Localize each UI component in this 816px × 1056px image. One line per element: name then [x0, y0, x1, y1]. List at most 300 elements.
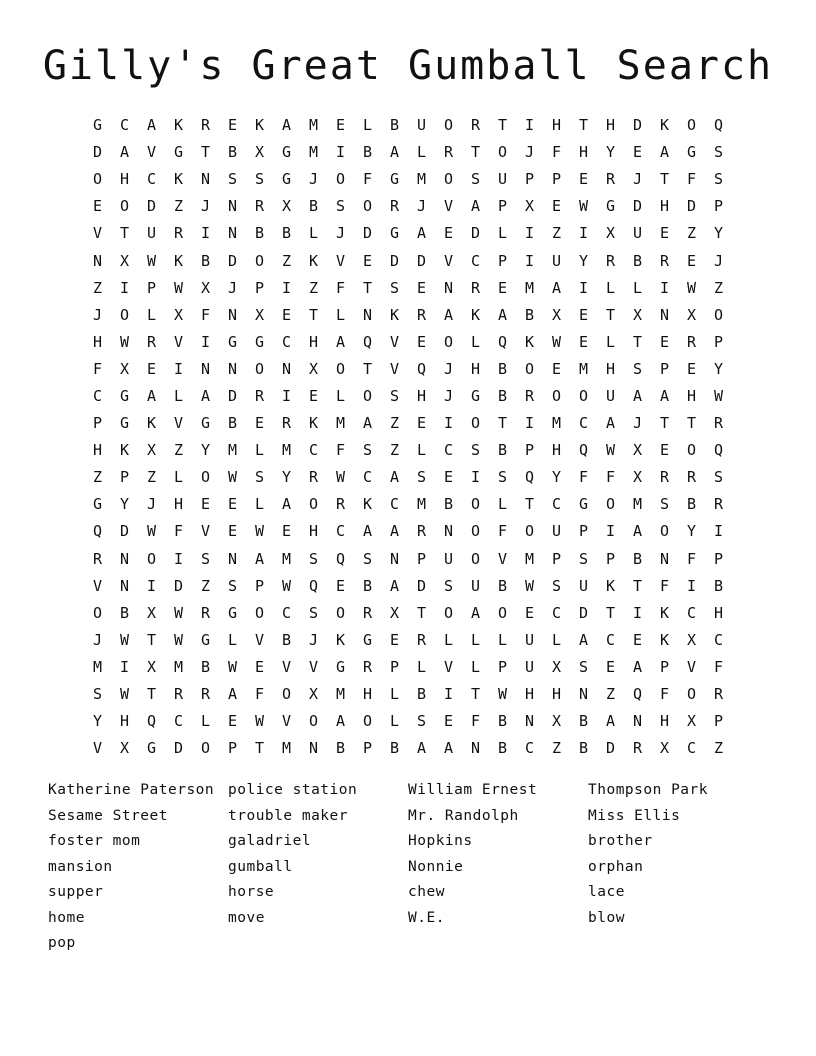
- grid-letter: Q: [713, 441, 724, 460]
- grid-letter: B: [254, 224, 265, 243]
- grid-letter: W: [173, 630, 184, 649]
- grid-letter: L: [416, 657, 427, 676]
- grid-letter: O: [362, 712, 373, 731]
- grid-letter: Y: [713, 224, 724, 243]
- grid-letter: Y: [578, 251, 589, 270]
- grid-letter: P: [146, 278, 157, 297]
- grid-letter: K: [173, 170, 184, 189]
- grid-letter: T: [605, 603, 616, 622]
- grid-letter: P: [389, 657, 400, 676]
- grid-letter: A: [389, 143, 400, 162]
- grid-letter: I: [524, 251, 535, 270]
- grid-letter: P: [659, 657, 670, 676]
- grid-letter: S: [497, 468, 508, 487]
- grid-letter: O: [92, 170, 103, 189]
- grid-letter: O: [335, 170, 346, 189]
- grid-letter: W: [146, 251, 157, 270]
- grid-letter: S: [254, 468, 265, 487]
- grid-letter: E: [443, 468, 454, 487]
- grid-letter: K: [173, 251, 184, 270]
- grid-letter: O: [443, 170, 454, 189]
- grid-letter: L: [605, 278, 616, 297]
- grid-letter: O: [524, 359, 535, 378]
- grid-letter: P: [119, 468, 130, 487]
- grid-letter: T: [497, 414, 508, 433]
- grid-letter: I: [281, 386, 292, 405]
- grid-letter: R: [659, 251, 670, 270]
- grid-letter: B: [713, 576, 724, 595]
- grid-letter: O: [686, 116, 697, 135]
- grid-letter: O: [659, 522, 670, 541]
- grid-letter: H: [416, 386, 427, 405]
- grid-letter: E: [362, 251, 373, 270]
- grid-letter: T: [470, 685, 481, 704]
- word-list-item: William Ernest: [408, 782, 538, 798]
- grid-letter: B: [227, 414, 238, 433]
- grid-row: [84, 681, 732, 708]
- grid-letter: D: [389, 251, 400, 270]
- grid-letter: R: [335, 495, 346, 514]
- grid-letter: Z: [92, 278, 103, 297]
- grid-letter: D: [632, 116, 643, 135]
- grid-letter: F: [659, 576, 670, 595]
- grid-letter: Y: [605, 143, 616, 162]
- grid-letter: V: [443, 657, 454, 676]
- grid-letter: K: [308, 414, 319, 433]
- grid-letter: O: [281, 685, 292, 704]
- grid-letter: B: [632, 251, 643, 270]
- grid-row: [84, 139, 732, 166]
- grid-letter: R: [713, 685, 724, 704]
- grid-letter: R: [605, 251, 616, 270]
- grid-letter: V: [146, 143, 157, 162]
- grid-letter: P: [362, 739, 373, 758]
- grid-letter: Z: [551, 739, 562, 758]
- grid-letter: U: [497, 170, 508, 189]
- grid-letter: R: [173, 224, 184, 243]
- grid-letter: H: [173, 495, 184, 514]
- grid-letter: O: [713, 305, 724, 324]
- word-list-item: brother: [588, 833, 653, 849]
- grid-letter: A: [146, 116, 157, 135]
- grid-letter: L: [632, 278, 643, 297]
- grid-letter: W: [254, 522, 265, 541]
- grid-letter: U: [551, 251, 562, 270]
- grid-letter: I: [146, 576, 157, 595]
- grid-letter: I: [119, 278, 130, 297]
- grid-letter: I: [200, 224, 211, 243]
- grid-row: [84, 302, 732, 329]
- grid-letter: A: [254, 549, 265, 568]
- grid-letter: R: [416, 630, 427, 649]
- grid-letter: R: [470, 116, 481, 135]
- grid-row: [84, 518, 732, 545]
- grid-letter: X: [119, 359, 130, 378]
- grid-letter: H: [551, 116, 562, 135]
- grid-letter: H: [551, 441, 562, 460]
- grid-letter: R: [362, 657, 373, 676]
- grid-letter: S: [659, 495, 670, 514]
- grid-letter: Q: [497, 332, 508, 351]
- grid-letter: N: [362, 305, 373, 324]
- grid-letter: B: [227, 143, 238, 162]
- grid-letter: C: [443, 441, 454, 460]
- grid-letter: L: [497, 495, 508, 514]
- grid-letter: R: [416, 305, 427, 324]
- grid-letter: N: [227, 197, 238, 216]
- grid-letter: A: [119, 143, 130, 162]
- grid-letter: S: [578, 549, 589, 568]
- grid-letter: A: [470, 197, 481, 216]
- grid-letter: G: [92, 116, 103, 135]
- grid-letter: J: [308, 170, 319, 189]
- grid-letter: X: [173, 305, 184, 324]
- grid-letter: G: [92, 495, 103, 514]
- grid-letter: Z: [281, 251, 292, 270]
- grid-letter: E: [578, 170, 589, 189]
- grid-letter: D: [119, 522, 130, 541]
- grid-letter: V: [389, 359, 400, 378]
- grid-letter: T: [416, 603, 427, 622]
- grid-row: [84, 220, 732, 247]
- grid-letter: F: [497, 522, 508, 541]
- grid-letter: S: [308, 549, 319, 568]
- grid-letter: K: [173, 116, 184, 135]
- grid-letter: W: [578, 197, 589, 216]
- grid-letter: N: [443, 278, 454, 297]
- grid-row: [84, 573, 732, 600]
- grid-row: [84, 383, 732, 410]
- grid-letter: B: [497, 359, 508, 378]
- grid-row: [84, 464, 732, 491]
- grid-letter: X: [308, 359, 319, 378]
- grid-letter: O: [497, 143, 508, 162]
- grid-letter: O: [200, 739, 211, 758]
- grid-letter: C: [335, 522, 346, 541]
- word-list-item: trouble maker: [228, 807, 348, 824]
- grid-letter: M: [281, 441, 292, 460]
- grid-letter: L: [200, 712, 211, 731]
- grid-letter: E: [227, 712, 238, 731]
- grid-letter: C: [470, 251, 481, 270]
- grid-letter: M: [308, 116, 319, 135]
- grid-letter: E: [659, 224, 670, 243]
- grid-letter: A: [227, 685, 238, 704]
- grid-letter: B: [497, 576, 508, 595]
- grid-letter: O: [497, 603, 508, 622]
- grid-letter: X: [146, 657, 157, 676]
- grid-letter: X: [686, 712, 697, 731]
- grid-letter: G: [227, 603, 238, 622]
- grid-letter: U: [416, 116, 427, 135]
- grid-letter: I: [443, 414, 454, 433]
- grid-letter: X: [281, 197, 292, 216]
- grid-letter: E: [686, 251, 697, 270]
- grid-letter: R: [362, 603, 373, 622]
- grid-letter: K: [308, 251, 319, 270]
- grid-letter: B: [389, 116, 400, 135]
- grid-letter: X: [659, 739, 670, 758]
- grid-letter: L: [362, 116, 373, 135]
- grid-letter: T: [578, 116, 589, 135]
- grid-letter: S: [632, 359, 643, 378]
- grid-letter: Q: [524, 468, 535, 487]
- grid-letter: X: [200, 278, 211, 297]
- grid-letter: M: [281, 739, 292, 758]
- word-list-item: supper: [48, 884, 104, 900]
- word-list-item: Thompson Park: [588, 782, 708, 798]
- word-list-item: Nonnie: [408, 858, 464, 875]
- grid-letter: G: [254, 332, 265, 351]
- grid-letter: G: [335, 657, 346, 676]
- grid-letter: V: [92, 739, 103, 758]
- grid-letter: A: [389, 468, 400, 487]
- grid-letter: C: [146, 170, 157, 189]
- grid-letter: O: [335, 603, 346, 622]
- grid-letter: F: [659, 685, 670, 704]
- grid-letter: U: [551, 522, 562, 541]
- grid-letter: B: [524, 305, 535, 324]
- grid-letter: O: [470, 522, 481, 541]
- grid-letter: A: [389, 576, 400, 595]
- grid-letter: B: [497, 386, 508, 405]
- grid-letter: S: [443, 576, 454, 595]
- grid-letter: A: [335, 712, 346, 731]
- grid-letter: Z: [173, 441, 184, 460]
- grid-row: [84, 627, 732, 654]
- grid-letter: R: [524, 386, 535, 405]
- grid-letter: P: [524, 441, 535, 460]
- word-list-item: mansion: [48, 858, 113, 875]
- grid-letter: T: [659, 170, 670, 189]
- grid-letter: V: [335, 251, 346, 270]
- grid-letter: P: [524, 170, 535, 189]
- grid-letter: O: [362, 197, 373, 216]
- grid-letter: W: [227, 657, 238, 676]
- grid-letter: D: [416, 576, 427, 595]
- grid-letter: A: [632, 386, 643, 405]
- grid-letter: V: [443, 197, 454, 216]
- grid-letter: I: [605, 522, 616, 541]
- grid-letter: B: [362, 576, 373, 595]
- grid-letter: G: [578, 495, 589, 514]
- grid-letter: O: [92, 603, 103, 622]
- grid-letter: T: [362, 278, 373, 297]
- grid-letter: I: [173, 359, 184, 378]
- grid-letter: X: [119, 739, 130, 758]
- grid-letter: N: [524, 712, 535, 731]
- grid-letter: I: [524, 414, 535, 433]
- grid-letter: W: [173, 278, 184, 297]
- grid-letter: Y: [686, 522, 697, 541]
- grid-letter: A: [362, 414, 373, 433]
- grid-letter: R: [254, 386, 265, 405]
- grid-letter: I: [686, 576, 697, 595]
- grid-letter: L: [254, 495, 265, 514]
- grid-letter: J: [92, 305, 103, 324]
- grid-letter: F: [686, 170, 697, 189]
- grid-letter: M: [524, 549, 535, 568]
- word-list-item: chew: [408, 884, 445, 900]
- grid-letter: N: [659, 549, 670, 568]
- word-list-item: gumball: [228, 858, 293, 875]
- grid-letter: S: [362, 549, 373, 568]
- grid-letter: P: [92, 414, 103, 433]
- grid-letter: E: [578, 332, 589, 351]
- word-list-item: police station: [228, 782, 358, 798]
- grid-letter: G: [200, 414, 211, 433]
- grid-letter: Z: [146, 468, 157, 487]
- grid-letter: T: [119, 224, 130, 243]
- grid-letter: B: [416, 685, 427, 704]
- word-list-item: Mr. Randolph: [408, 807, 519, 824]
- grid-letter: M: [578, 359, 589, 378]
- grid-letter: M: [335, 414, 346, 433]
- grid-letter: A: [470, 603, 481, 622]
- grid-letter: N: [92, 251, 103, 270]
- grid-letter: X: [605, 224, 616, 243]
- grid-letter: T: [605, 305, 616, 324]
- grid-letter: P: [578, 522, 589, 541]
- grid-letter: W: [605, 441, 616, 460]
- word-list-item: W.E.: [408, 909, 445, 926]
- grid-row: [84, 491, 732, 518]
- grid-letter: Z: [389, 414, 400, 433]
- grid-letter: F: [470, 712, 481, 731]
- grid-letter: A: [605, 414, 616, 433]
- grid-letter: U: [524, 630, 535, 649]
- grid-letter: D: [416, 251, 427, 270]
- grid-letter: X: [524, 197, 535, 216]
- grid-row: [84, 654, 732, 681]
- grid-letter: W: [686, 278, 697, 297]
- grid-row: [84, 356, 732, 383]
- grid-letter: I: [524, 116, 535, 135]
- grid-letter: J: [200, 197, 211, 216]
- grid-letter: C: [281, 332, 292, 351]
- grid-letter: N: [227, 224, 238, 243]
- grid-letter: P: [227, 739, 238, 758]
- grid-letter: E: [497, 278, 508, 297]
- grid-letter: J: [713, 251, 724, 270]
- grid-letter: N: [578, 685, 589, 704]
- grid-letter: E: [389, 630, 400, 649]
- word-list-item: Sesame Street: [48, 807, 168, 824]
- grid-letter: V: [92, 224, 103, 243]
- grid-letter: I: [443, 685, 454, 704]
- letter-grid: [84, 112, 732, 762]
- grid-letter: O: [551, 386, 562, 405]
- grid-row: [84, 193, 732, 220]
- grid-letter: N: [443, 522, 454, 541]
- grid-letter: N: [308, 739, 319, 758]
- grid-letter: I: [632, 603, 643, 622]
- grid-letter: P: [713, 712, 724, 731]
- grid-letter: V: [308, 657, 319, 676]
- grid-letter: Y: [200, 441, 211, 460]
- grid-letter: X: [632, 305, 643, 324]
- grid-letter: A: [497, 305, 508, 324]
- grid-letter: X: [551, 657, 562, 676]
- grid-letter: N: [227, 549, 238, 568]
- grid-letter: C: [389, 495, 400, 514]
- grid-letter: V: [281, 657, 292, 676]
- grid-letter: X: [146, 441, 157, 460]
- grid-letter: Z: [605, 685, 616, 704]
- grid-letter: B: [281, 224, 292, 243]
- grid-row: [84, 247, 732, 274]
- grid-letter: S: [713, 170, 724, 189]
- grid-letter: H: [362, 685, 373, 704]
- grid-letter: I: [335, 143, 346, 162]
- grid-letter: Y: [92, 712, 103, 731]
- grid-letter: R: [92, 549, 103, 568]
- grid-letter: K: [524, 332, 535, 351]
- grid-letter: Q: [578, 441, 589, 460]
- grid-letter: R: [605, 170, 616, 189]
- grid-letter: S: [227, 576, 238, 595]
- grid-letter: S: [92, 685, 103, 704]
- word-list-item: blow: [588, 909, 625, 926]
- grid-letter: K: [389, 305, 400, 324]
- grid-letter: T: [470, 143, 481, 162]
- grid-letter: B: [497, 712, 508, 731]
- word-list-item: Katherine Paterson: [48, 782, 215, 798]
- grid-letter: P: [713, 549, 724, 568]
- grid-letter: P: [497, 657, 508, 676]
- grid-letter: Q: [713, 116, 724, 135]
- grid-letter: O: [578, 386, 589, 405]
- grid-letter: Z: [389, 441, 400, 460]
- grid-letter: O: [686, 685, 697, 704]
- grid-letter: J: [443, 359, 454, 378]
- grid-letter: G: [119, 386, 130, 405]
- grid-letter: V: [686, 657, 697, 676]
- grid-letter: H: [605, 116, 616, 135]
- grid-letter: C: [119, 116, 130, 135]
- grid-letter: E: [281, 522, 292, 541]
- grid-letter: I: [281, 278, 292, 297]
- grid-letter: T: [632, 576, 643, 595]
- grid-letter: P: [254, 576, 265, 595]
- grid-letter: W: [119, 630, 130, 649]
- grid-letter: W: [119, 332, 130, 351]
- grid-letter: U: [605, 386, 616, 405]
- grid-letter: N: [659, 305, 670, 324]
- grid-letter: V: [443, 251, 454, 270]
- grid-letter: N: [200, 359, 211, 378]
- grid-letter: K: [659, 603, 670, 622]
- grid-letter: O: [308, 712, 319, 731]
- grid-letter: F: [605, 468, 616, 487]
- grid-letter: G: [389, 170, 400, 189]
- grid-letter: H: [92, 332, 103, 351]
- grid-letter: R: [416, 522, 427, 541]
- grid-letter: S: [551, 576, 562, 595]
- grid-letter: A: [551, 278, 562, 297]
- grid-row: [84, 735, 732, 762]
- grid-letter: W: [497, 685, 508, 704]
- grid-row: [84, 112, 732, 139]
- grid-letter: L: [173, 386, 184, 405]
- grid-letter: C: [551, 603, 562, 622]
- grid-letter: E: [416, 332, 427, 351]
- grid-letter: A: [362, 522, 373, 541]
- grid-letter: J: [227, 278, 238, 297]
- grid-letter: R: [200, 685, 211, 704]
- grid-letter: W: [227, 468, 238, 487]
- grid-letter: I: [470, 468, 481, 487]
